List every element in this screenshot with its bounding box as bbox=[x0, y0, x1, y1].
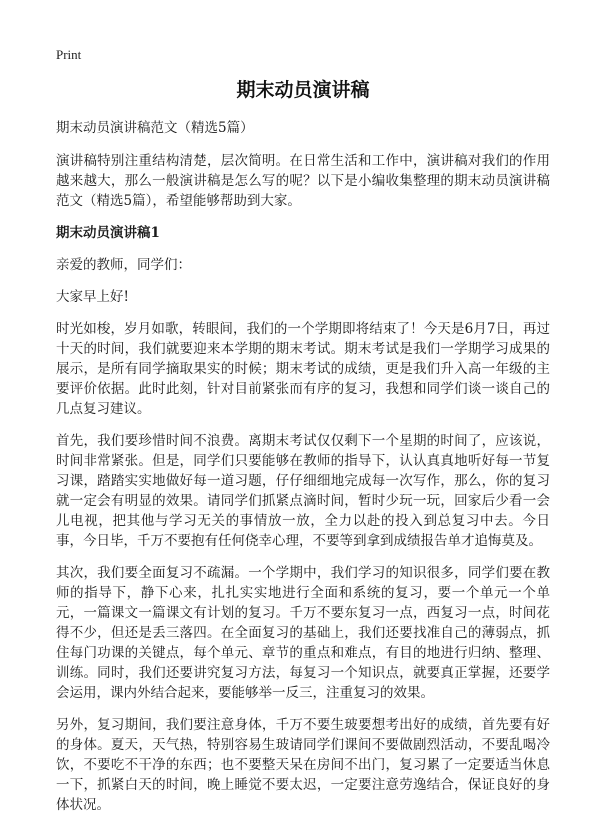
greeting-morning-paragraph: 大家早上好! bbox=[56, 289, 129, 305]
body-paragraph: 首先，我们要珍惜时间不浪费。离期末考试仅仅剩下一个星期的时间了，应该说，时间非常紧张。但是，同学们只要能够在教师的指导下，认认真真地听好每一节复习课，踏踏实实地做好每一道习题，仔仔细细地完成每一次写作，那么，你的复习就一定会有明显的效果。请同学们抓紧点滴时间，暂时少玩一玩，回家后少看一会儿电视，把其他与学习无关的事情放一放，全力以赴的投入到总复习中去。今日事，今日毕，千万不要抱有任何侥幸心理，不要等到拿到成绩报告单才追悔莫及。 bbox=[56, 433, 550, 549]
print-link[interactable]: Print bbox=[56, 47, 82, 62]
body-paragraph: 时光如梭，岁月如歌，转眼间，我们的一个学期即将结束了！今天是6月7日，再过十天的时间，我们就要迎来本学期的期末考试。期末考试是我们一学期学习成果的展示，是所有同学摘取果实的时候；期末考试的成绩，更是我们升入高一年级的主要评价依据。此时此刻，针对目前紧张而有序的复习，我想和同学们谈一谈自己的几点复习建议。 bbox=[56, 321, 550, 417]
page-title: 期末动员演讲稿 bbox=[236, 79, 370, 101]
greeting-paragraph: 亲爱的教师，同学们： bbox=[56, 257, 191, 273]
body-paragraph: 其次，我们要全面复习不疏漏。一个学期中，我们学习的知识很多，同学们要在教师的指导下，静下心来，扎扎实实地进行全面和系统的复习，要一个单元一个单元，一篇课文一篇课文有计划的复习。千万不要东复习一点，西复习一点，时间花得不少，但还是丢三落四。在全面复习的基础上，我们还要找准自己的薄弱点，抓住每门功课的关键点，每个单元、章节的重点和难点，有目的地进行归纳、整理、训练。同时，我们还要讲究复习方法，每复习一个知识点，就要真正掌握，还要学会运用，课内外结合起来，要能够举一反三，注重复习的效果。 bbox=[56, 565, 550, 701]
section-heading: 期末动员演讲稿1 bbox=[56, 225, 160, 241]
body-paragraph: 另外，复习期间，我们要注意身体，千万不要生玻要想考出好的成绩，首先要有好的身体。夏天，天气热，特别容易生玻请同学们课间不要做剧烈活动，不要乱喝冷饮，不要吃不干净的东西；也不要整天呆在房间不出门，复习累了一定要适当休息一下，抓紧白天的时间，晚上睡觉不要太迟，一定要注意劳逸结合，保证良好的身体状况。 bbox=[56, 717, 550, 813]
document-body bbox=[56, 78, 550, 827]
intro-paragraph: 演讲稿特别注重结构清楚，层次简明。在日常生活和工作中，演讲稿对我们的作用越来越大，那么一般演讲稿是怎么写的呢？以下是小编收集整理的期末动员演讲稿范文（精选5篇），希望能够帮助到大家。 bbox=[56, 153, 550, 209]
document-subtitle: 期末动员演讲稿范文（精选5篇） bbox=[56, 120, 254, 136]
